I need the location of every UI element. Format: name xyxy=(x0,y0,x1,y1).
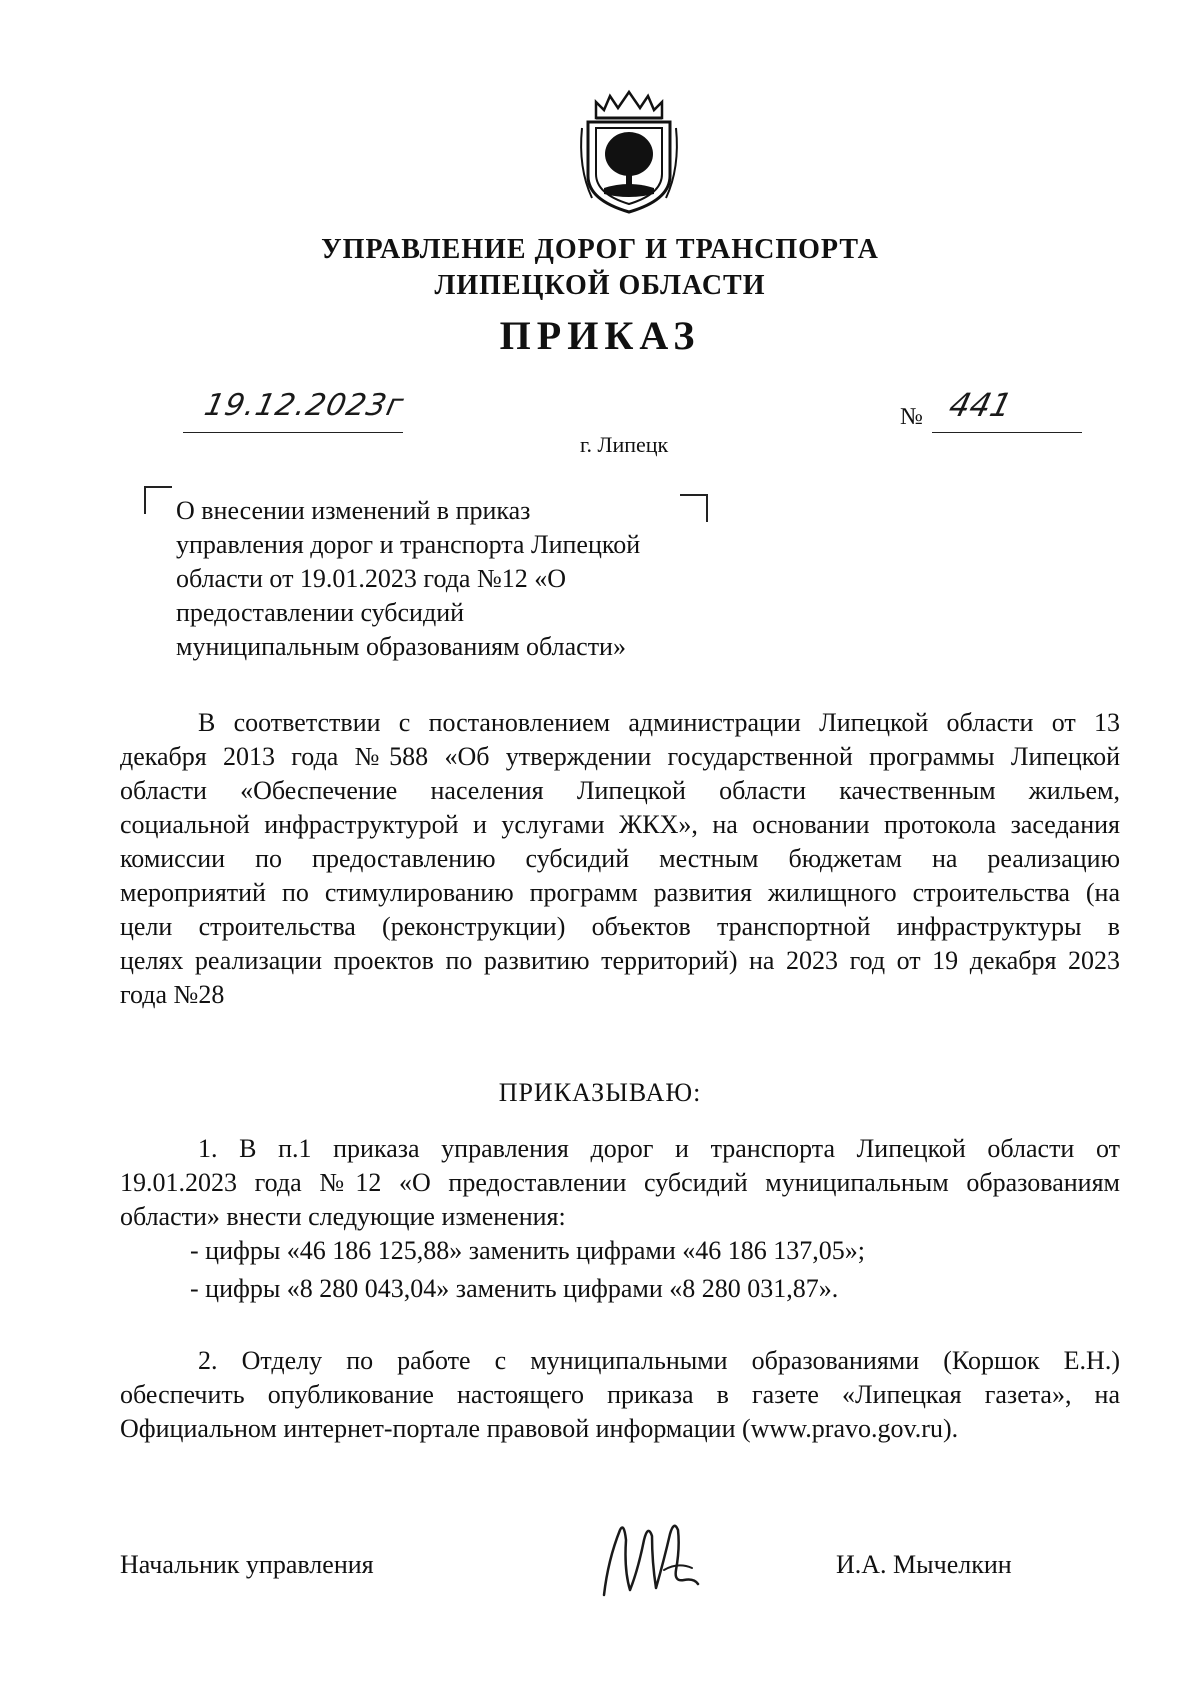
handwritten-signature xyxy=(594,1500,714,1610)
preamble-line: мероприятий по стимулированию программ развития жилищного строительства (на xyxy=(120,878,1120,907)
order-item-1 xyxy=(120,1132,1120,1234)
item1-line: области» внести следующие изменения: xyxy=(120,1202,566,1231)
preamble-line: области «Обеспечение населения Липецкой области качественным жильем, xyxy=(120,776,1120,805)
document-date-field xyxy=(183,388,408,433)
preamble-line: года №28 xyxy=(120,980,225,1009)
preamble-line: цели строительства (реконструкции) объектов транспортной инфраструктуры в xyxy=(120,912,1120,941)
subject-line: управления дорог и транспорта Липецкой xyxy=(176,530,641,559)
item1-line: 19.01.2023 года №12 «О предоставлении субсидий муниципальным образованиям xyxy=(120,1168,1120,1197)
document-type-title: ПРИКАЗ xyxy=(499,313,701,358)
preamble-paragraph xyxy=(120,706,1120,1012)
item2-line: Официальном интернет-портале правовой информации (www.pravo.gov.ru). xyxy=(120,1414,959,1443)
item1-line: 1. В п.1 приказа управления дорог и транспорта Липецкой области от xyxy=(198,1134,1120,1163)
coat-of-arms-emblem xyxy=(574,88,684,218)
preamble-line: социальной инфраструктурой и услугами ЖКХ», на основании протокола заседания xyxy=(120,810,1120,839)
preamble-line: В соответствии с постановлением администрации Липецкой области от 13 xyxy=(198,708,1120,737)
preamble-line: декабря 2013 года №588 «Об утверждении государственной программы Липецкой xyxy=(120,742,1120,771)
subject-line: О внесении изменений в приказ xyxy=(176,496,531,525)
document-subject xyxy=(176,494,696,664)
subject-line: предоставлении субсидий xyxy=(176,598,465,627)
document-number-field xyxy=(932,386,1082,433)
order-item-2 xyxy=(120,1344,1120,1446)
preamble-line: комиссии по предоставлению субсидий местным бюджетам на реализацию xyxy=(120,844,1120,873)
item2-line: 2. Отделу по работе с муниципальными образованиями (Коршок Е.Н.) xyxy=(198,1346,1120,1375)
number-label: № xyxy=(900,404,923,430)
subject-bracket-left xyxy=(144,486,172,514)
signatory-title: Начальник управления xyxy=(120,1550,374,1579)
subject-line: области от 19.01.2023 года №12 «О xyxy=(176,564,567,593)
handwritten-date: 19.12.2023г xyxy=(201,388,408,423)
signatory-name: И.А. Мычелкин xyxy=(836,1550,1012,1579)
subject-line: муниципальным образованиям области» xyxy=(176,632,626,661)
organization-name-line1: УПРАВЛЕНИЕ ДОРОГ И ТРАНСПОРТА xyxy=(321,234,879,265)
handwritten-number: 441 xyxy=(945,386,1016,424)
change-entry-2: - цифры «8 280 043,04» заменить цифрами «8 280 031,87». xyxy=(190,1274,839,1303)
preamble-line: целях реализации проектов по развитию территорий) на 2023 год от 19 декабря 2023 xyxy=(120,946,1120,975)
change-entry-1: - цифры «46 186 125,88» заменить цифрами «46 186 137,05»; xyxy=(190,1236,865,1265)
organization-name-line2: ЛИПЕЦКОЙ ОБЛАСТИ xyxy=(434,270,766,301)
order-heading: ПРИКАЗЫВАЮ: xyxy=(498,1078,702,1107)
item2-line: обеспечить опубликование настоящего приказа в газете «Липецкая газета», на xyxy=(120,1380,1120,1409)
city-name: г. Липецк xyxy=(580,432,669,457)
